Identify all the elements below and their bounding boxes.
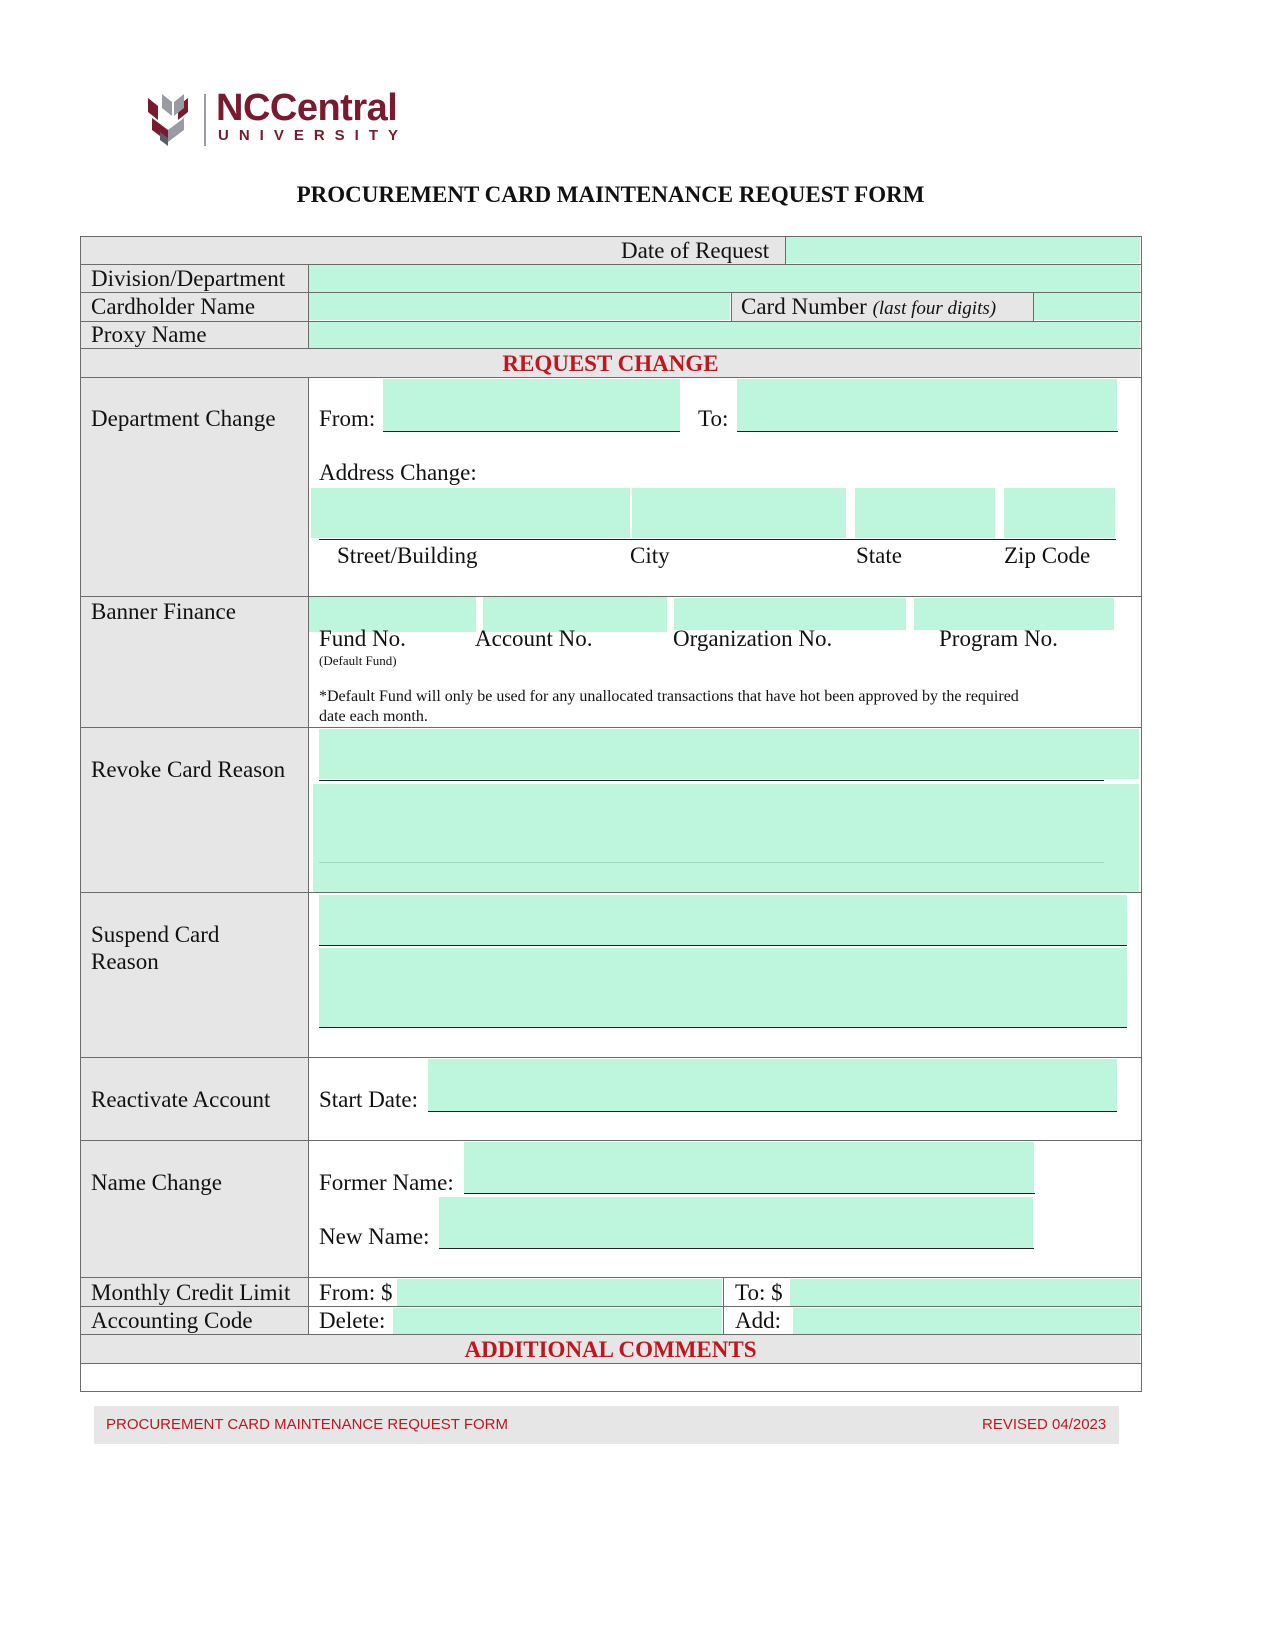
delete-label: Delete: (319, 1308, 386, 1333)
table-border-left (80, 236, 81, 1392)
accounting-code-delete-field[interactable] (393, 1308, 722, 1334)
default-fund-note-line-2: date each month. (319, 708, 428, 725)
banner-finance-label: Banner Finance (91, 599, 236, 624)
account-no-caption: Account No. (475, 626, 593, 651)
new-name-label: New Name: (319, 1224, 430, 1249)
brand-name-main: NCCentral (216, 87, 398, 129)
suspend-card-label: Suspend Card (91, 922, 220, 947)
column-divider (308, 377, 309, 1335)
revoke-underline-2 (319, 862, 1104, 863)
row-divider (80, 892, 1142, 893)
brand-name-sub: UNIVERSITY (218, 127, 409, 144)
card-number-text: Card Number (741, 294, 867, 319)
row-divider (80, 1140, 1142, 1141)
to-underline (737, 431, 1118, 432)
card-number-label (741, 293, 996, 323)
proxy-name-label: Proxy Name (91, 322, 207, 347)
row-divider (80, 1277, 1142, 1278)
column-divider (1033, 292, 1034, 321)
default-fund-caption: (Default Fund) (319, 653, 397, 668)
column-divider (723, 1277, 724, 1335)
footer-right-text: REVISED 04/2023 (982, 1416, 1107, 1433)
accounting-code-add-field[interactable] (793, 1308, 1140, 1334)
department-from-field[interactable] (383, 379, 680, 431)
city-field[interactable] (632, 488, 846, 538)
date-of-request-field[interactable] (786, 237, 1140, 263)
revoke-reason-field-2[interactable] (313, 784, 1139, 892)
reactivate-account-label: Reactivate Account (91, 1087, 271, 1112)
suspend-reason-label: Reason (91, 949, 159, 974)
row-divider (80, 727, 1142, 728)
logo-divider (204, 94, 206, 146)
zip-code-caption: Zip Code (1004, 543, 1091, 568)
row-divider (80, 596, 1142, 597)
street-building-caption: Street/Building (337, 543, 478, 568)
suspend-underline-2 (319, 1027, 1127, 1028)
zip-code-field[interactable] (1004, 488, 1115, 538)
additional-comments-heading: ADDITIONAL COMMENTS (464, 1337, 757, 1362)
former-name-label: Former Name: (319, 1170, 454, 1195)
proxy-name-field[interactable] (309, 322, 1140, 348)
footer-left-text: PROCUREMENT CARD MAINTENANCE REQUEST FORM (106, 1416, 508, 1433)
column-divider (308, 264, 309, 349)
department-change-label: Department Change (91, 406, 276, 431)
accounting-code-label: Accounting Code (91, 1308, 253, 1333)
default-fund-note: *Default Fund will only be used for any unallocated transactions that have hot been approved by the required (319, 688, 1019, 705)
new-name-field[interactable] (439, 1197, 1033, 1249)
credit-to-label: To: $ (735, 1280, 783, 1305)
credit-limit-from-field[interactable] (397, 1279, 722, 1306)
column-divider (731, 292, 732, 321)
add-label: Add: (735, 1308, 781, 1333)
new-name-underline (439, 1248, 1034, 1249)
division-department-field[interactable] (309, 265, 1140, 292)
from-label: From: (319, 406, 376, 431)
fund-no-caption: Fund No. (319, 626, 406, 651)
city-caption: City (630, 543, 670, 568)
name-change-label: Name Change (91, 1170, 222, 1195)
revoke-reason-field-1[interactable] (319, 729, 1139, 779)
organization-no-caption: Organization No. (673, 626, 833, 651)
start-date-underline (428, 1111, 1117, 1112)
department-to-field[interactable] (737, 379, 1117, 431)
program-no-caption: Program No. (939, 626, 1058, 651)
form-title: PROCUREMENT CARD MAINTENANCE REQUEST FORM (296, 182, 925, 207)
street-building-field[interactable] (311, 488, 630, 538)
additional-comments-field[interactable] (81, 1364, 1140, 1390)
former-name-underline (464, 1193, 1035, 1194)
division-department-label: Division/Department (91, 266, 286, 291)
table-border-right (1141, 236, 1142, 1392)
suspend-underline-1 (319, 945, 1127, 946)
address-underline (319, 539, 1116, 540)
cardholder-name-label: Cardholder Name (91, 294, 256, 319)
suspend-reason-field-1[interactable] (319, 895, 1127, 945)
date-of-request-label: Date of Request (621, 238, 770, 263)
request-change-heading: REQUEST CHANGE (502, 351, 719, 376)
revoke-underline-1 (319, 780, 1104, 781)
suspend-reason-field-2[interactable] (319, 948, 1127, 1028)
revoke-card-reason-label: Revoke Card Reason (91, 757, 286, 782)
monthly-credit-limit-label: Monthly Credit Limit (91, 1280, 291, 1305)
state-caption: State (856, 543, 902, 568)
card-number-field[interactable] (1034, 293, 1140, 320)
address-change-label: Address Change: (319, 460, 477, 485)
row-divider (80, 348, 1142, 349)
start-date-label: Start Date: (319, 1087, 418, 1112)
column-divider (785, 236, 786, 264)
credit-from-label: From: $ (319, 1280, 393, 1305)
table-border-top (80, 236, 1142, 237)
to-label: To: (698, 406, 729, 431)
table-border-bottom (80, 1391, 1142, 1392)
card-number-hint: (last four digits) (872, 298, 997, 319)
university-logo (148, 87, 409, 148)
credit-limit-to-field[interactable] (790, 1279, 1140, 1306)
row-divider (80, 1057, 1142, 1058)
former-name-field[interactable] (464, 1142, 1034, 1194)
from-underline (383, 431, 680, 432)
cardholder-name-field[interactable] (309, 293, 730, 320)
state-field[interactable] (855, 488, 995, 538)
start-date-field[interactable] (428, 1059, 1117, 1111)
chevron-shield-icon (148, 92, 198, 146)
